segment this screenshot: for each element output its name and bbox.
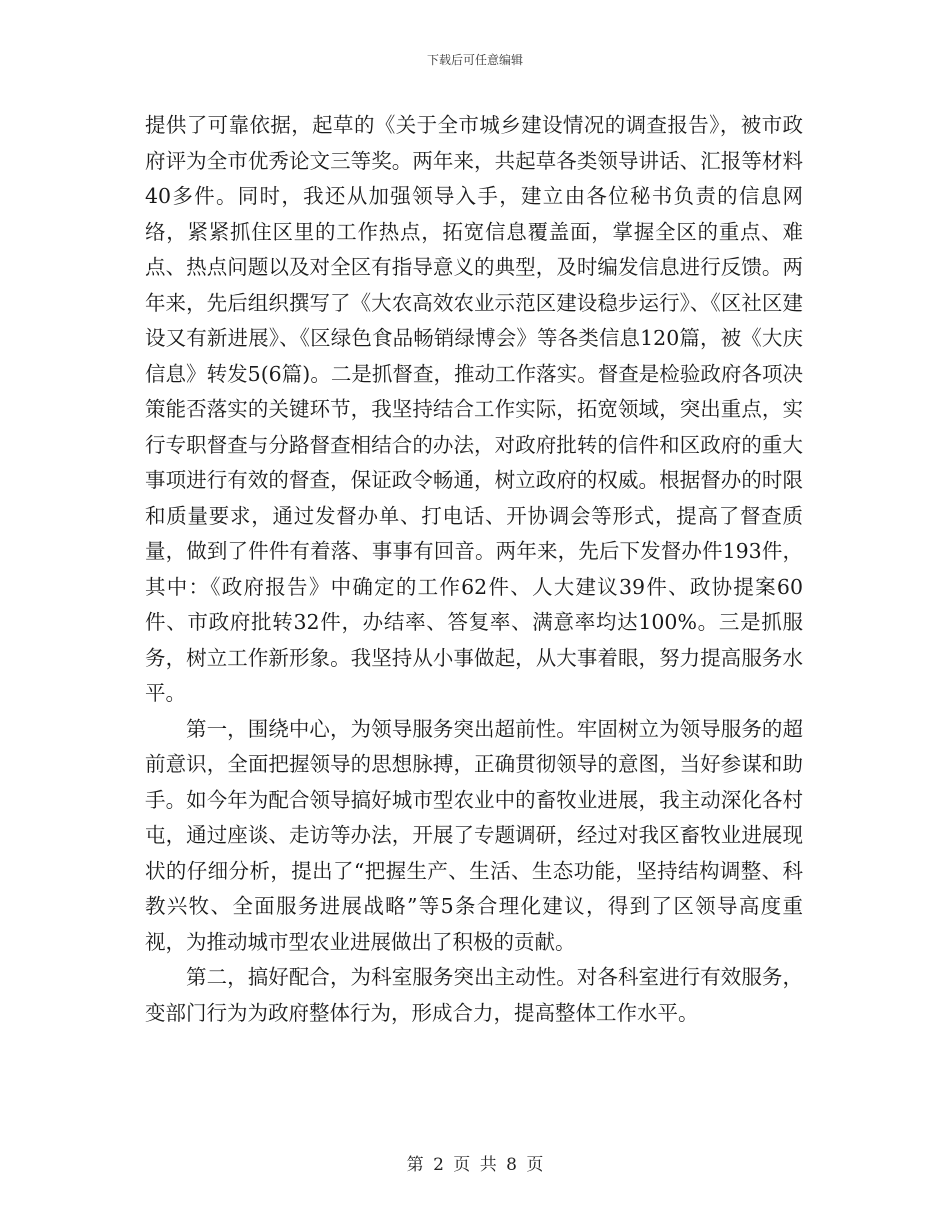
body-paragraph-1: 提供了可靠依据，起草的《关于全市城乡建设情况的调查报告》，被市政府评为全市优秀论文三等奖。两年来，共起草各类领导讲话、汇报等材料40多件。同时，我还从加强领导入手，建立由各位秘书负责的信息网络，紧紧抓住区里的工作热点，拓宽信息覆盖面，掌握全区的重点、难点、热点问题以及对全区有指导意义的典型，及时编发信息进行反馈。两年来，先后组织撰写了《大农高效农业示范区建设稳步运行》、《区社区建设又有新进展》、《区绿色食品畅销绿博会》等各类信息120篇，被《大庆信息》转发5(6篇)。二是抓督查，推动工作落实。督查是检验政府各项决策能否落实的关键环节，我坚持结合工作实际，拓宽领域，突出重点，实行专职督查与分路督查相结合的办法，对政府批转的信件和区政府的重大事项进行有效的督查，保证政令畅通，树立政府的权威。根据督办的时限和质量要求，通过发督办单、打电话、开协调会等形式，提高了督查质量，做到了件件有着落、事事有回音。两年来，先后下发督办件193件，其中：《政府报告》中确定的工作62件、人大建议39件、政协提案60件、市政府批转32件，办结率、答复率、满意率均达100%。三是抓服务，树立工作新形象。我坚持从小事做起，从大事着眼，努力提高服务水平。	[145, 113, 803, 705]
document-body	[145, 108, 803, 1031]
page-number: 第 2 页 共 8 页	[406, 1155, 544, 1175]
body-paragraph-3: 第二，搞好配合，为科室服务突出主动性。对各科室进行有效服务，变部门行为为政府整体行为，形成合力，提高整体工作水平。	[145, 965, 803, 1025]
page-header-note: 下载后可任意编辑	[426, 53, 523, 67]
body-paragraph-2: 第一，围绕中心，为领导服务突出超前性。牢固树立为领导服务的超前意识，全面把握领导的思想脉搏，正确贯彻领导的意图，当好参谋和助手。如今年为配合领导搞好城市型农业中的畜牧业进展，我主动深化各村屯，通过座谈、走访等办法，开展了专题调研，经过对我区畜牧业进展现状的仔细分析，提出了“把握生产、生活、生态功能，坚持结构调整、科教兴牧、全面服务进展战略”等5条合理化建议，得到了区领导高度重视，为推动城市型农业进展做出了积极的贡献。	[145, 716, 803, 954]
